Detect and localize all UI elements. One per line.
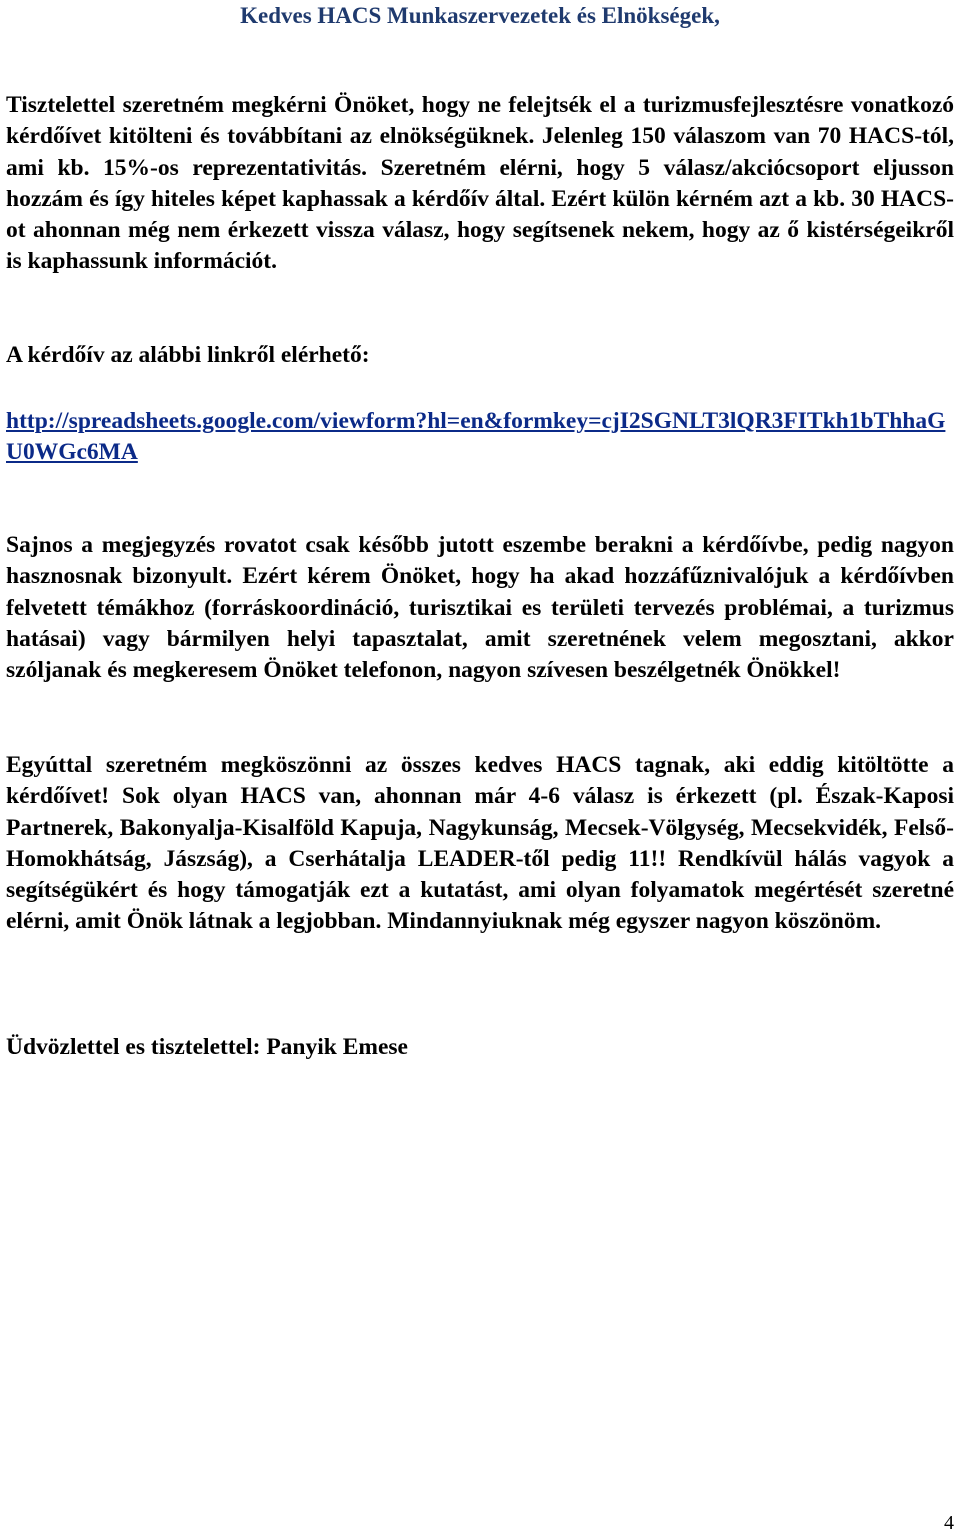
closing-signature: Üdvözlettel es tisztelettel: Panyik Emese bbox=[6, 1034, 408, 1060]
questionnaire-link[interactable]: http://spreadsheets.google.com/viewform?hl=en&formkey=cjI2SGNLT3lQR3FITkh1bThhaGU0WGc6MA bbox=[6, 408, 946, 466]
paragraph-thanks: Egyúttal szeretném megköszönni az összes kedves HACS tagnak, aki eddig kitöltötte a kérdőívet! Sok olyan HACS van, ahonnan már 4-6 válasz is érkezett (pl. Észak-Kaposi Partnerek, Bakonyalja-Kisalföld Kapuja, Nagykunság, Mecsek-Völgység, Mecsekvidék, Felső-Homokhátság, Jászság), a Cserhátalja LEADER-től pedig 11!! Rendkívül hálás vagyok a segítségükért és hogy támogatják ezt a kutatást, ami olyan folyamatok megértését szeretné elérni, amit Önök látnak a legjobban. Mindannyiuknak még egyszer nagyon köszönöm. bbox=[6, 752, 954, 935]
document-title: Kedves HACS Munkaszervezetek és Elnökségek, bbox=[240, 3, 720, 28]
paragraph-comments: Sajnos a megjegyzés rovatot csak később jutott eszembe berakni a kérdőívbe, pedig nagyon hasznosnak bizonyult. Ezért kérem Önöket, hogy ha akad hozzáfűznivalójuk a kérdőívben felvetett témákhoz (forráskoordináció, turisztikai es területi tervezés problémai, a turizmus hatásai) vagy bármilyen helyi tapasztalat, amit szeretnének velem megosztani, akkor szóljanak és megkeresem Önöket telefonon, nagyon szívesen beszélgetnék Önökkel! bbox=[6, 532, 954, 684]
page-number: 4 bbox=[944, 1512, 954, 1534]
paragraph-request: Tisztelettel szeretném megkérni Önöket, hogy ne felejtsék el a turizmusfejlesztésre vonatkozó kérdőívet kitölteni és továbbítani az elnökségüknek. Jelenleg 150 válaszom van 70 HACS-tól, ami kb. 15%-os reprezentativitás. Szeretném elérni, hogy 5 válasz/akciócsoport eljusson hozzám és így hiteles képet kaphassak a kérdőív által. Ezért külön kérném azt a kb. 30 HACS-ot ahonnan még nem érkezett vissza válasz, hogy segítsenek nekem, hogy az ő kistérségeikről is kaphassunk információt. bbox=[6, 92, 954, 275]
link-intro-text: A kérdőív az alábbi linkről elérhető: bbox=[6, 342, 370, 368]
document-page bbox=[6, 0, 954, 1539]
